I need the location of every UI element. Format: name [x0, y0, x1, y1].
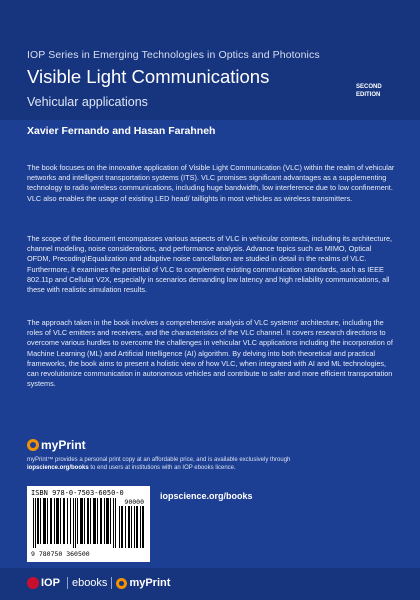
isbn-barcode — [27, 486, 150, 562]
myprint-note-link[interactable]: iopscience.org/books — [27, 465, 89, 472]
book-title: Visible Light Communications — [27, 66, 270, 87]
description-paragraph-3: The approach taken in the book involves a comprehensive analysis of VLC systems' architecture, including the roles of VLC emitters and receivers, and the characteristics of the VLC channel. It covers research directions to overcome various hurdles to overcome the challenges in vehicular VLC applications including the incorporation of Machine Learning (ML) and Artificial Intelligence (AI) algorithm. By delving into both theoretical and practical frameworks, the book aims to present a holistic view of how VLC, when integrated with AI and ML technologies, can revolutionize communication in autonomous vehicles and contribute to safer and more efficient transportation systems. — [27, 318, 393, 389]
addon-barcode-bars — [119, 506, 145, 548]
footer-band — [0, 568, 420, 600]
myprint-footer-icon — [116, 578, 127, 589]
iop-logo-icon — [27, 577, 39, 589]
ebooks-logo-text: ebooks — [71, 577, 108, 589]
description-paragraph-1: The book focuses on the innovative application of Visible Light Communication (VLC) within the realm of vehicular networks and intelligent transportation systems (ITS). VLC promises significant advantages as a supplementing technology to radio wireless communications, including huge bandwidth, low interference due to low confinement. VLC also enables the usage of existing LED head/ taillights in most vehicles as wireless transmitters. — [27, 163, 395, 203]
iopscience-link[interactable]: iopscience.org/books — [160, 491, 253, 501]
isbn-label: ISBN 978-0-7503-6050-0 — [31, 489, 124, 497]
publisher-logos — [27, 577, 170, 589]
myprint-footer-text: myPrint — [129, 577, 171, 589]
description-paragraph-2: The scope of the document encompasses various aspects of VLC in vehicular contexts, including its architecture, channel modeling, noise considerations, and performance analysis. Advance topics such as MIMO, Optical OFDM, Precoding\Equalization and adaptive noise cancellation are studied in detail in the realms of VLC. Furthermore, it examines the potential of VLC to complement existing communication standards, such as IEEE 802.11p and Cellular V2X, especially in scenarios demanding low latency and high reliability communications, all these with realistic simulation results. — [27, 234, 393, 295]
price-code: 90000 — [124, 498, 144, 506]
iop-logo-text: IOP — [41, 577, 60, 589]
logo-divider — [111, 577, 112, 589]
barcode-number: 9 780750 360500 — [31, 550, 90, 558]
myprint-logo — [27, 437, 86, 453]
edition-badge: SECOND EDITION — [356, 84, 382, 98]
series-title: IOP Series in Emerging Technologies in Optics and Photonics — [27, 49, 320, 61]
myprint-logo-text: myPrint — [41, 438, 86, 452]
barcode-bars — [33, 498, 117, 548]
authors: Xavier Fernando and Hasan Farahneh — [27, 125, 216, 137]
logo-divider — [67, 577, 68, 589]
myprint-icon — [27, 439, 39, 451]
book-subtitle: Vehicular applications — [27, 95, 148, 109]
myprint-note — [27, 456, 397, 472]
myprint-note-text-1: myPrint™ provides a personal print copy at an affordable price, and is available exclusively through — [27, 457, 291, 463]
myprint-note-text-2: to end users at institutions with an IOP ebooks licence. — [88, 465, 236, 472]
